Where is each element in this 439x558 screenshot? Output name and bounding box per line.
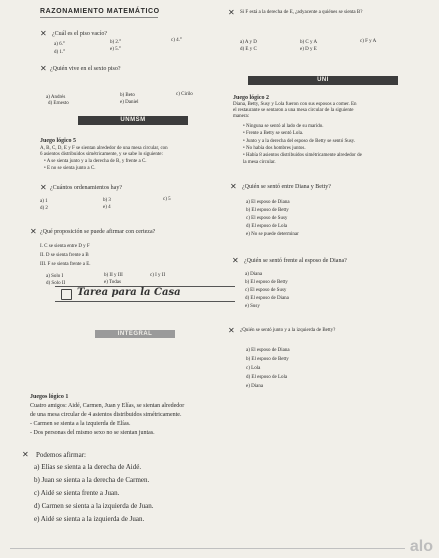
question-text: ¿Quién se sentó entre Diana y Betty? [242, 184, 331, 190]
option: d) 1.° [54, 50, 66, 55]
option: a) 6.° [54, 42, 65, 47]
page-title: RAZONAMIENTO MATEMÁTICO [40, 8, 160, 15]
text-line: Cuatro amigos: Aidé, Carmen, Juan y Elías, se sientan alrededor [30, 403, 185, 409]
option: a) 1 [40, 199, 48, 204]
question-text: ¿Cuántos ordenamientos hay? [50, 185, 122, 191]
question-text: ¿Quién vive en el sexto piso? [50, 66, 121, 72]
option: c) 5 [163, 197, 171, 202]
text-line: • A se sienta junto y a la derecha de B, y frente a C. [44, 159, 147, 164]
bullet-icon: ✕ [40, 183, 47, 192]
book-icon [61, 289, 72, 300]
homework-banner [55, 286, 235, 302]
text-line: A, B, C, D, E y F se sientan alrededor de una mesa circular, con [40, 146, 168, 151]
text-line: • Junto y a la derecha del esposo de Betty se sentó Susy. [243, 139, 356, 144]
option: c) F y A [360, 39, 377, 44]
bullet-icon: ✕ [232, 256, 239, 265]
text-line: - Carmen se sienta a la izquierda de Elías. [30, 421, 131, 427]
option: b) II y III [104, 273, 123, 278]
question-text: ¿Qué proposición se puede afirmar con certeza? [40, 229, 156, 235]
bullet-icon: ✕ [22, 450, 29, 459]
option: b) 3 [103, 198, 111, 203]
option: e) Aidé se sienta a la izquierda de Juan. [34, 515, 145, 523]
text-line: • Ninguna se sentó al lado de su marido. [243, 124, 324, 129]
option: d) El esposo de Diana [245, 296, 289, 301]
option: e) D y E [300, 47, 317, 52]
text-line: • No había dos hombres juntos. [243, 146, 306, 151]
bullet-icon: ✕ [230, 182, 237, 191]
question-text: Podemos afirmar: [36, 451, 86, 459]
option: e) Todas [104, 280, 121, 285]
question-text: ¿Quién se sentó junto y a la izquierda de Betty? [240, 328, 336, 333]
publisher-logo: alo [409, 538, 433, 555]
option: a) Diana [245, 272, 263, 277]
option: c) Aidé se sienta frente a Juan. [34, 489, 120, 497]
option: b) Beto [120, 93, 135, 98]
text-line: I. C se sienta entre D y F [40, 244, 90, 249]
option: c) Lola [246, 366, 261, 371]
title-underline [40, 17, 158, 18]
bullet-icon: ✕ [228, 326, 235, 335]
text-line: • Frente a Betty se sentó Lola. [243, 131, 304, 136]
banner-label: Tarea para la Casa [77, 287, 181, 298]
bullet-icon: ✕ [40, 64, 47, 73]
option: e) 4 [103, 205, 111, 210]
option: e) Susy [245, 304, 260, 309]
option: c) 4.° [171, 38, 182, 43]
text-line: - Dos personas del mismo sexo no se sientan juntas. [30, 430, 155, 436]
option: a) Elías se sienta a la derecha de Aidé. [34, 463, 142, 471]
text-line: III. F se sienta frente a E. [40, 262, 91, 267]
option: a) Solo I [46, 274, 64, 279]
bullet-icon: ✕ [228, 8, 235, 17]
question-text: ¿Quién se sentó frente al esposo de Diana? [244, 258, 347, 264]
option: e) Diana [246, 384, 264, 389]
text-line: Diana, Betty, Susy y Lola fueron con sus esposos a comer. En [233, 102, 357, 107]
option: d) Ernesto [48, 101, 69, 106]
section-heading: Juego lógico 2 [233, 95, 269, 101]
question-text: Si F está a la derecha de E, ¿adyacente a quiénes se sienta B? [240, 10, 363, 15]
text-line: • Había 8 asientos distribuidos simétricamente alrededor de [243, 153, 362, 158]
bullet-icon: ✕ [40, 29, 47, 38]
option: d) El esposo de Lola [246, 224, 288, 229]
option: d) Carmen se sienta a la izquierda de Juan. [34, 502, 154, 510]
option: a) El esposo de Diana [246, 348, 290, 353]
option: d) 2 [40, 206, 48, 211]
option: c) El esposo de Susy [245, 288, 287, 293]
option: e) Daniel [120, 100, 139, 105]
question-text: ¿Cuál es el piso vacío? [52, 31, 107, 37]
option: e) 5.° [110, 47, 121, 52]
option: d) Solo II [46, 281, 66, 286]
footer-divider [10, 548, 405, 549]
option: e) No se puede determinar [246, 232, 299, 237]
option: d) E y C [240, 47, 257, 52]
text-line: II. D se sienta frente a B [40, 253, 89, 258]
option: a) El esposo de Diana [246, 200, 290, 205]
option: d) El esposo de Lola [246, 375, 288, 380]
option: c) Cirilo [176, 92, 193, 97]
option: c) El esposo de Susy [246, 216, 288, 221]
option: a) Andrés [46, 95, 66, 100]
option: b) El esposo de Betty [245, 280, 288, 285]
section-heading: Juegos lógico 1 [30, 394, 69, 400]
text-line: • E no se sienta junto a C. [44, 166, 96, 171]
exam-tag: UNMSM [78, 116, 188, 125]
bullet-icon: ✕ [30, 227, 37, 236]
text-line: la mesa circular. [243, 160, 276, 165]
option: c) I y II [150, 273, 166, 278]
option: b) El esposo de Betty [246, 208, 289, 213]
exam-tag: UNI [248, 76, 398, 85]
text-line: manera: [233, 114, 250, 119]
exam-tag: INTEGRAL [95, 330, 175, 338]
section-heading: Juego lógico 5 [40, 138, 76, 144]
option: b) 2.° [110, 40, 122, 45]
option: a) A y D [240, 40, 257, 45]
option: b) Juan se sienta a la derecha de Carmen. [34, 476, 150, 484]
text-line: el restaurante se sentaron a una mesa circular de la siguiente [233, 108, 354, 113]
text-line: 6 asientos distribuidos simétricamente, y se sabe lo siguiente: [40, 152, 163, 157]
option: b) El esposo de Betty [246, 357, 289, 362]
option: b) C y A [300, 40, 318, 45]
text-line: de una mesa circular de 4 asientos distribuidos simétricamente. [30, 412, 182, 418]
